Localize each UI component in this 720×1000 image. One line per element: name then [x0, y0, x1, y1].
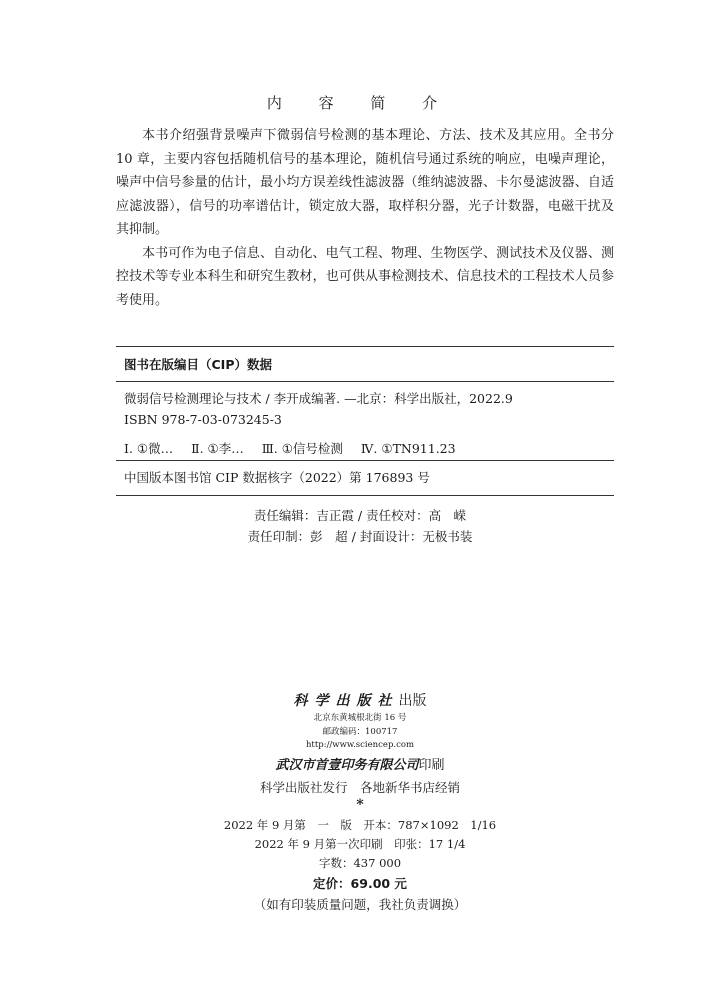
cip-number: 中国版本图书馆 CIP 数据核字（2022）第 176893 号: [124, 470, 430, 485]
publisher-postcode: 邮政编码：100717: [322, 726, 398, 737]
publisher-suffix: 出版: [398, 693, 427, 709]
publisher-address: 北京东黄城根北街 16 号: [313, 713, 407, 723]
cip-middle-rule: [116, 460, 614, 461]
publisher-logo-text: 科学出版社: [293, 693, 399, 709]
cip-class-2: Ⅱ. ①李…: [191, 441, 244, 456]
page-title: 内 容 简 介: [266, 94, 454, 112]
cip-block: [116, 346, 614, 496]
cip-title-line: 微弱信号检测理论与技术 / 李开成编著. —北京：科学出版社，2022.9: [124, 391, 513, 406]
introduction-section: [116, 124, 614, 312]
spec-edition: 2022 年 9 月第 一 版 开本：787×1092 1/16: [223, 817, 497, 832]
print-specs: [0, 816, 720, 873]
printer-suffix: 印刷: [418, 757, 445, 773]
printer-line: [0, 755, 720, 777]
asterisk-divider: *: [356, 796, 364, 813]
spec-printing: 2022 年 9 月第一次印刷 印张：17 1/4: [254, 836, 466, 851]
price: 定价：69.00 元: [313, 875, 407, 891]
cip-heading-rule: [116, 381, 614, 382]
publisher-name: [0, 690, 720, 712]
cip-bottom-rule: [116, 495, 614, 496]
cip-heading: 图书在版编目（CIP）数据: [124, 357, 272, 372]
cip-class-3: Ⅲ. ①信号检测: [261, 441, 343, 456]
spec-word-count: 字数：437 000: [318, 855, 402, 870]
publisher-url: http://www.sciencep.com: [305, 740, 415, 750]
cip-classification: [124, 438, 614, 460]
intro-paragraph-2: 本书可作为电子信息、自动化、电气工程、物理、生物医学、测试技术及仪器、测控技术等专业本科生和研究生教材，也可供从事检测技术、信息技术的工程技术人员参考使用。: [116, 245, 614, 308]
editors-line-1: 责任编辑：吉正霞 / 责任校对：高 嵘: [253, 508, 467, 523]
cip-class-4: Ⅳ. ①TN911.23: [360, 441, 456, 456]
editors-line-2: 责任印制：彭 超 / 封面设计：无极书装: [247, 529, 473, 544]
cip-isbn: ISBN 978-7-03-073245-3: [124, 412, 282, 427]
printer-name: 武汉市首壹印务有限公司: [275, 757, 419, 773]
cip-top-rule: [116, 346, 614, 347]
distribution-line: 科学出版社发行 各地新华书店经销: [259, 779, 460, 795]
editors-credits: [0, 505, 720, 547]
publisher-block: [0, 690, 720, 916]
cip-class-1: Ⅰ. ①微…: [124, 441, 174, 456]
quality-notice: （如有印装质量问题，我社负责调换）: [253, 896, 467, 912]
intro-paragraph-1: 本书介绍强背景噪声下微弱信号检测的基本理论、方法、技术及其应用。全书分 10 章，主要内容包括随机信号的基本理论，随机信号通过系统的响应，电噪声理论，噪声中信号参量的估计，最小均方误差线性滤波器（维纳滤波器、卡尔曼滤波器、自适应滤波器），信号的功率谱估计，锁定放大器，取样积分器，光子计数器，电磁干扰及其抑制。: [116, 128, 614, 237]
